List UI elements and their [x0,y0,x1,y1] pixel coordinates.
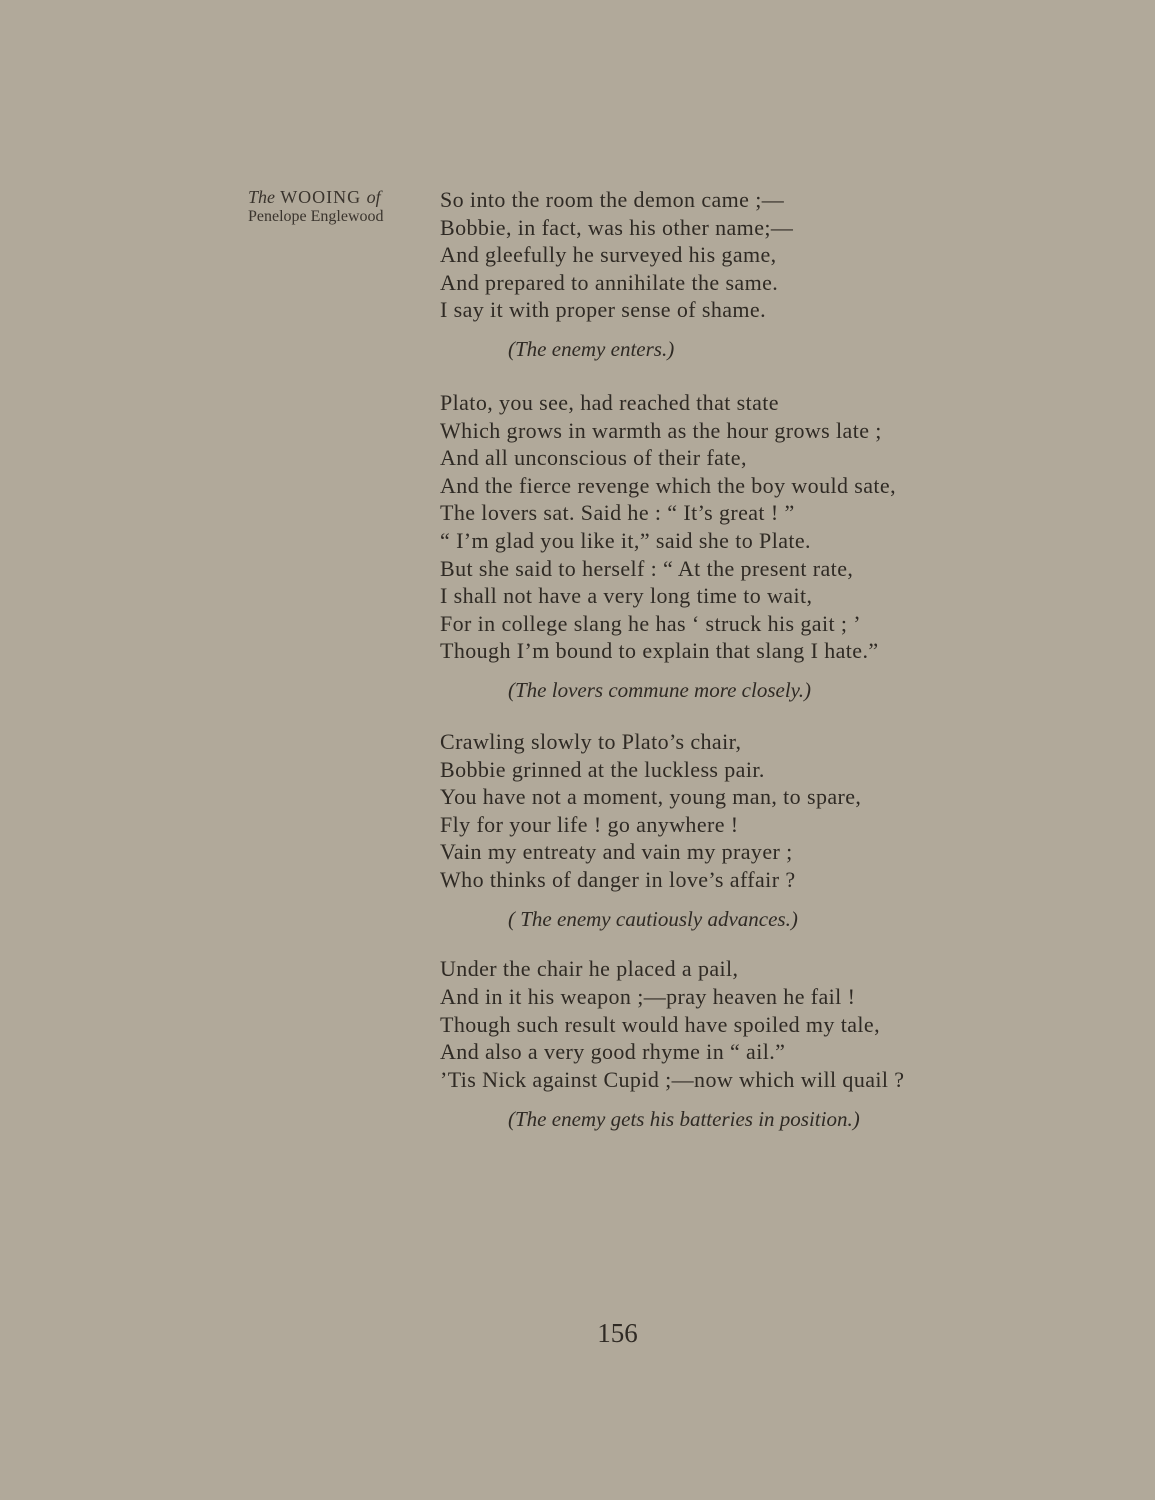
stage-direction: (The enemy gets his batteries in position.) [508,1107,860,1132]
running-head-title [248,188,418,207]
verse-line: The lovers sat. Said he : “ It’s great ! ” [440,500,795,526]
verse-line: And prepared to annihilate the same. [440,269,779,295]
stage-direction: ( The enemy cautiously advances.) [508,907,798,932]
stage-direction: (The enemy enters.) [508,336,675,361]
stanza [440,955,940,1093]
verse-line: So into the room the demon came ;— [440,187,785,212]
verse-line: ’Tis Nick against Cupid ;—now which will quail ? [440,1066,905,1092]
stanza [440,728,940,894]
verse-line: Though such result would have spoiled my tale, [440,1011,880,1037]
verse-line: And all unconscious of their fate, [440,445,747,471]
page-number: 156 [597,1318,638,1348]
verse-line: You have not a moment, young man, to spare, [440,784,862,810]
verse-line: Bobbie grinned at the luckless pair. [440,756,765,782]
verse-line: I say it with proper sense of shame. [440,297,766,323]
verse-line: And also a very good rhyme in “ ail.” [440,1039,786,1065]
running-head-wooing: WOOING [280,187,362,207]
verse-line: Which grows in warmth as the hour grows late ; [440,417,882,443]
running-head-of: of [366,187,381,207]
verse-line: Fly for your life ! go anywhere ! [440,811,739,837]
verse-line: Bobbie, in fact, was his other name;— [440,214,794,240]
verse-line: Plato, you see, had reached that state [440,389,779,415]
running-head-subtitle: Penelope Englewood [248,208,384,225]
stage-direction: (The lovers commune more closely.) [508,677,812,702]
verse-line: Vain my entreaty and vain my prayer ; [440,839,793,865]
verse-line: And the fierce revenge which the boy would sate, [440,472,896,498]
verse-line: Who thinks of danger in love’s affair ? [440,866,796,892]
stanza [440,186,940,324]
verse-line: But she said to herself : “ At the present rate, [440,555,854,581]
verse-line: And gleefully he surveyed his game, [440,242,777,268]
stanza [440,389,940,665]
poem [440,186,940,1133]
verse-line: Crawling slowly to Plato’s chair, [440,728,742,754]
verse-line: Though I’m bound to explain that slang I hate.” [440,638,879,664]
running-head-the: The [248,187,275,207]
running-head [248,188,418,226]
verse-line: “ I’m glad you like it,” said she to Plate. [440,527,811,553]
verse-line: For in college slang he has ‘ struck his gait ; ’ [440,610,862,636]
verse-line: Under the chair he placed a pail, [440,956,739,982]
verse-line: I shall not have a very long time to wait, [440,583,813,609]
verse-line: And in it his weapon ;—pray heaven he fail ! [440,984,856,1010]
